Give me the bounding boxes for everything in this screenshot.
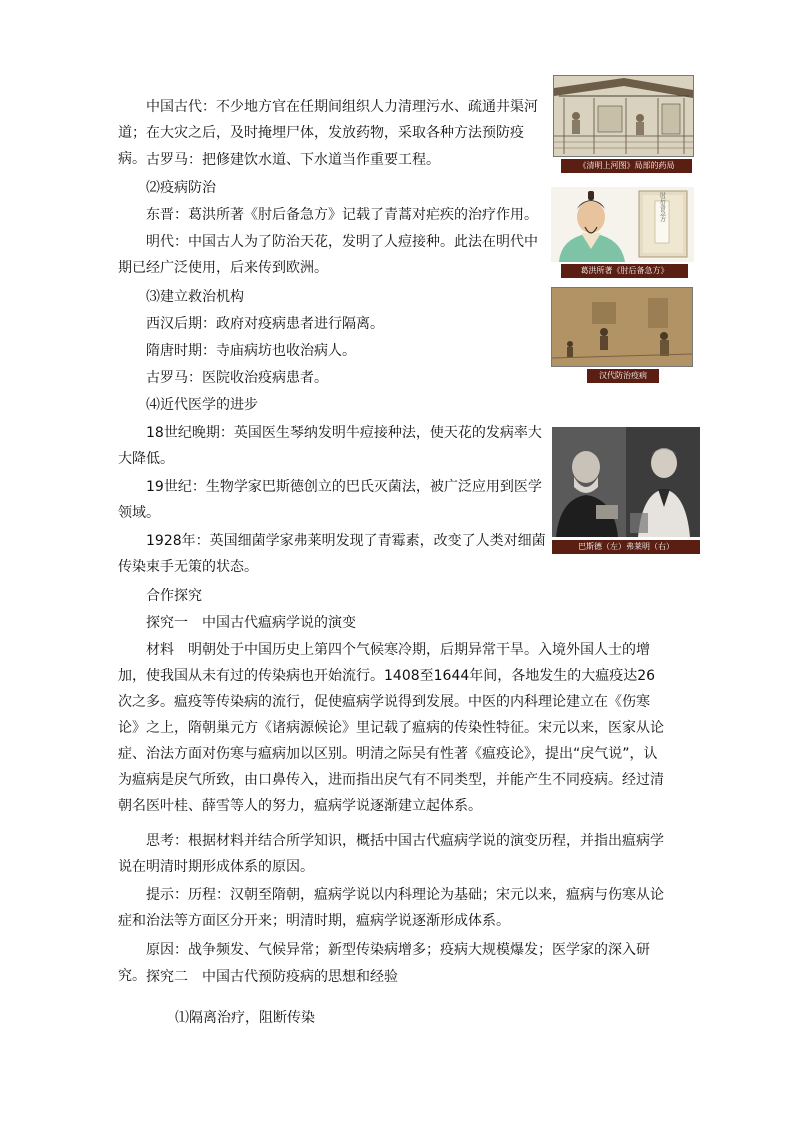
pasteur-fleming-photo bbox=[552, 427, 700, 537]
para-1928: 1928年：英国细菌学家弗莱明发现了青霉素，改变了人类对细菌传染束手无策的状态。 bbox=[118, 533, 546, 575]
heading-isolation-treatment: ⑴隔离治疗，阻断传染 bbox=[175, 1010, 315, 1026]
qingming-scroll-illustration bbox=[554, 76, 693, 156]
ge-hong-image bbox=[551, 187, 694, 262]
para-thinking-question: 思考：根据材料并结合所学知识，概括中国古代瘟病学说的演变历程，并指出瘟病学说在明清时期形成体系的原因。 bbox=[118, 833, 664, 875]
para-ancient-rome-hospital: 古罗马：医院收治疫病患者。 bbox=[146, 370, 328, 386]
han-painting-image bbox=[551, 287, 693, 367]
para-ming-dynasty: 明代：中国古人为了防治天花，发明了人痘接种。此法在明代中期已经广泛使用，后来传到欧洲。 bbox=[118, 234, 538, 276]
han-painting-caption: 汉代防治疫病 bbox=[587, 369, 659, 383]
para-hint-process: 提示：历程：汉朝至隋朝，瘟病学说以内科理论为基础；宋元以来，瘟病与伤寒从论症和治法等方面区分开来；明清时期，瘟病学说逐渐形成体系。 bbox=[118, 887, 664, 929]
para-18th-century: 18世纪晚期：英国医生琴纳发明牛痘接种法，使天花的发病率大大降低。 bbox=[118, 425, 542, 467]
pasteur-fleming-caption: 巴斯德（左）弗莱明（右） bbox=[552, 540, 700, 554]
para-hint-reason: 原因：战争频发、气候异常；新型传染病增多；疫病大规模爆发；医学家的深入研究。 bbox=[118, 942, 650, 984]
para-sui-tang: 隋唐时期：寺庙病坊也收治病人。 bbox=[146, 343, 356, 359]
para-ancient-rome-aqueduct: 古罗马：把修建饮水道、下水道当作重要工程。 bbox=[146, 152, 440, 168]
heading-treatment-institutions: ⑶建立救治机构 bbox=[146, 289, 244, 305]
para-ancient-china-prevention: 中国古代：不少地方官在任期间组织人力清理污水、疏通井渠河道；在大灾之后，及时掩埋尸体，发放药物，采取各种方法预防疫病。 bbox=[118, 99, 538, 167]
heading-modern-medicine: ⑷近代医学的进步 bbox=[146, 397, 258, 413]
qingming-caption: 《清明上河图》局部的药局 bbox=[561, 159, 692, 173]
qingming-scroll-image bbox=[553, 75, 694, 157]
heading-inquiry-one: 探究一 中国古代瘟病学说的演变 bbox=[146, 615, 356, 631]
para-western-han: 西汉后期：政府对疫病患者进行隔离。 bbox=[146, 316, 384, 332]
para-eastern-jin: 东晋：葛洪所著《肘后备急方》记载了青蒿对疟疾的治疗作用。 bbox=[146, 207, 538, 223]
book-title-text: 肘后备急方 bbox=[658, 192, 666, 222]
heading-disease-treatment: ⑵疫病防治 bbox=[146, 180, 216, 196]
ge-hong-caption: 葛洪所著《肘后备急方》 bbox=[561, 264, 688, 278]
para-19th-century: 19世纪：生物学家巴斯德创立的巴氏灭菌法，被广泛应用到医学领域。 bbox=[118, 479, 542, 521]
han-painting-illustration bbox=[552, 288, 692, 366]
ge-hong-illustration bbox=[551, 187, 694, 262]
pasteur-fleming-image bbox=[552, 427, 700, 537]
heading-cooperative-inquiry: 合作探究 bbox=[146, 588, 202, 604]
heading-inquiry-two: 探究二 中国古代预防疫病的思想和经验 bbox=[146, 969, 398, 985]
para-material: 材料 明朝处于中国历史上第四个气候寒冷期，后期异常干旱。入境外国人士的增加，使我国从未有过的传染病也开始流行。1408至1644年间，各地发生的大瘟疫达26次之多。瘟疫等传染病的流行，促使瘟病学说得到发展。中医的内科理论建立在《伤寒论》之上，隋朝巢元方《诸病源候论》里记载了瘟病的传染性特征。宋元以来，医家从论症、治法方面对伤寒与瘟病加以区别。明清之际吴有性著《瘟疫论》，提出“戾气说”，认为瘟病是戾气所致，由口鼻传入，进而指出戾气有不同类型，并能产生不同疫病。经过清朝名医叶桂、薛雪等人的努力，瘟病学说逐渐建立起体系。 bbox=[118, 642, 664, 814]
